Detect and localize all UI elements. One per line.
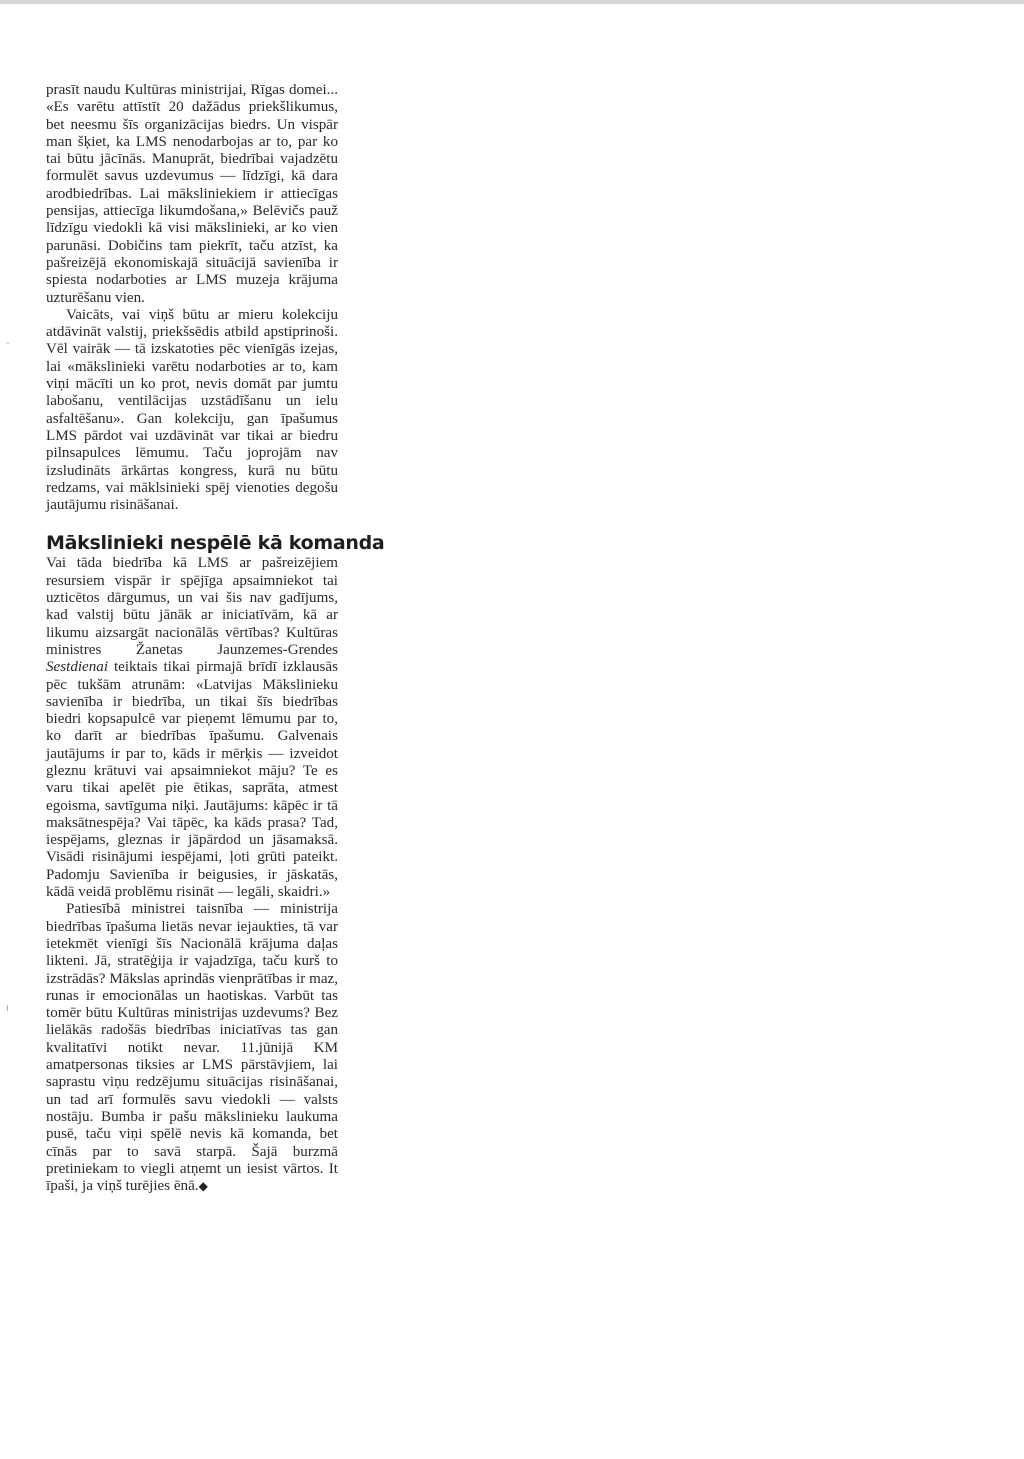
article-column bbox=[46, 82, 385, 1195]
scan-top-edge bbox=[0, 0, 1024, 4]
article-paragraph: prasīt naudu Kultūras ministrijai, Rīgas domei... «Es varētu attīstīt 20 dažādus priekšlikumus, bet neesmu šīs organizācijas biedrs. Un vispār man šķiet, ka LMS nenodarbojas ar to, par ko tai būtu jācīnās. Manuprāt, biedrībai vajadzētu formulēt savus uzdevumus — līdzīgi, kā dara arodbiedrības. Lai māksliniekiem ir attiecīgas pensijas, attiecīga likumdošana,» Belēvičs pauž līdzīgu viedokli kā visi mākslinieki, ar ko vien parunāsi. Dobičins tam piekrīt, taču atzīst, ka pašreizējā ekonomiskajā situācijā savienība ir spiesta nodarboties ar LMS muzeja krājuma uzturēšanu vien. bbox=[46, 82, 338, 306]
article-paragraph bbox=[46, 555, 338, 901]
paragraph-text: teiktais tikai pirmajā brīdī izklausās pēc tukšām atrunām: «Latvijas Mākslinieku savienība ir biedrība, un tikai šīs biedrības biedri kopsapulcē var pieņemt lēmumu par to, ko darīt ar biedrības īpašumu. Galvenais jautājums ir par to, kāds ir mērķis — izveidot gleznu krātuvi vai apsaimniekot māju? Te es varu tikai apelēt pie ētikas, saprāta, atmest egoisma, savtīguma niķi. Jautājums: kāpēc ir tā maksātnespēja? Vai tāpēc, ka kāds prasa? Tad, iespējams, gleznas ir jāpārdod un jāsamaksā. Visādi risinājumi iespējami, ļoti grūti pateikt. Padomju Savienība ir beigusies, ir jāskatās, kādā veidā problēmu risināt — legāli, skaidri.» bbox=[46, 659, 338, 901]
scan-margin-speck: ı bbox=[6, 1003, 9, 1014]
scan-margin-speck: - bbox=[6, 338, 10, 349]
end-of-article-diamond-icon: ◆ bbox=[198, 1179, 208, 1194]
section-subheading: Mākslinieki nespēlē kā komanda bbox=[46, 532, 385, 555]
newspaper-title-italic: Sestdienai bbox=[46, 659, 109, 676]
paragraph-text: Patiesībā ministrei taisnība — ministrija biedrības īpašuma lietās nevar iejaukties, tā var ietekmēt vienīgi šīs Nacionālā krājuma daļas likteni. Jā, stratēģija ir vajadzīga, taču kurš to izstrādās? Mākslas aprindās vienprātības ir maz, runas ir emocionālas un haotiskas. Varbūt tas tomēr būtu Kultūras ministrijas uzdevums? Bez lielākās radošās biedrības iniciatīvas tas gan kvalitatīvi notikt nevar. 11.jūnijā KM amatpersonas tiksies ar LMS pārstāvjiem, lai saprastu viņu redzējumu situācijas risināšanai, un tad arī formulēs savu viedokli — valsts nostāju. Bumba ir pašu mākslinieku laukuma pusē, taču viņi spēlē nevis kā komanda, bet cīnās par to savā starpā. Šajā burzmā pretiniekam to viegli atņemt un iesist vārtos. It īpaši, ja viņš turējies ēnā. bbox=[46, 901, 338, 1195]
article-paragraph: Vaicāts, vai viņš būtu ar mieru kolekciju atdāvināt valstij, priekšsēdis atbild apstiprinoši. Vēl vairāk — tā izskatoties pēc vienīgās izejas, lai «mākslinieki varētu nodarboties ar to, kam viņi mācīti un ko prot, nevis domāt par jumtu labošanu, ventilācijas uzstādīšanu un ielu asfaltēšanu». Gan kolekciju, gan īpašumus LMS pārdot vai uzdāvināt var tikai ar biedru pilnsapulces lēmumu. Taču joprojām nav izsludināts ārkārtas kongress, kurā nu būtu redzams, vai māklsinieki spēj vienoties degošu jautājumu risināšanai. bbox=[46, 306, 338, 514]
article-paragraph bbox=[46, 901, 338, 1195]
paragraph-text: Vai tāda biedrība kā LMS ar pašreizējiem resursiem vispār ir spējīga apsaimniekot tai uzticētos dārgumus, un vai šis nav gadījums, kad valstij būtu jānāk ar iniciatīvām, kā ar likumu aizsargāt nacionālās vērtības? Kultūras ministres Žanetas Jaunzemes-Grendes bbox=[46, 555, 338, 658]
